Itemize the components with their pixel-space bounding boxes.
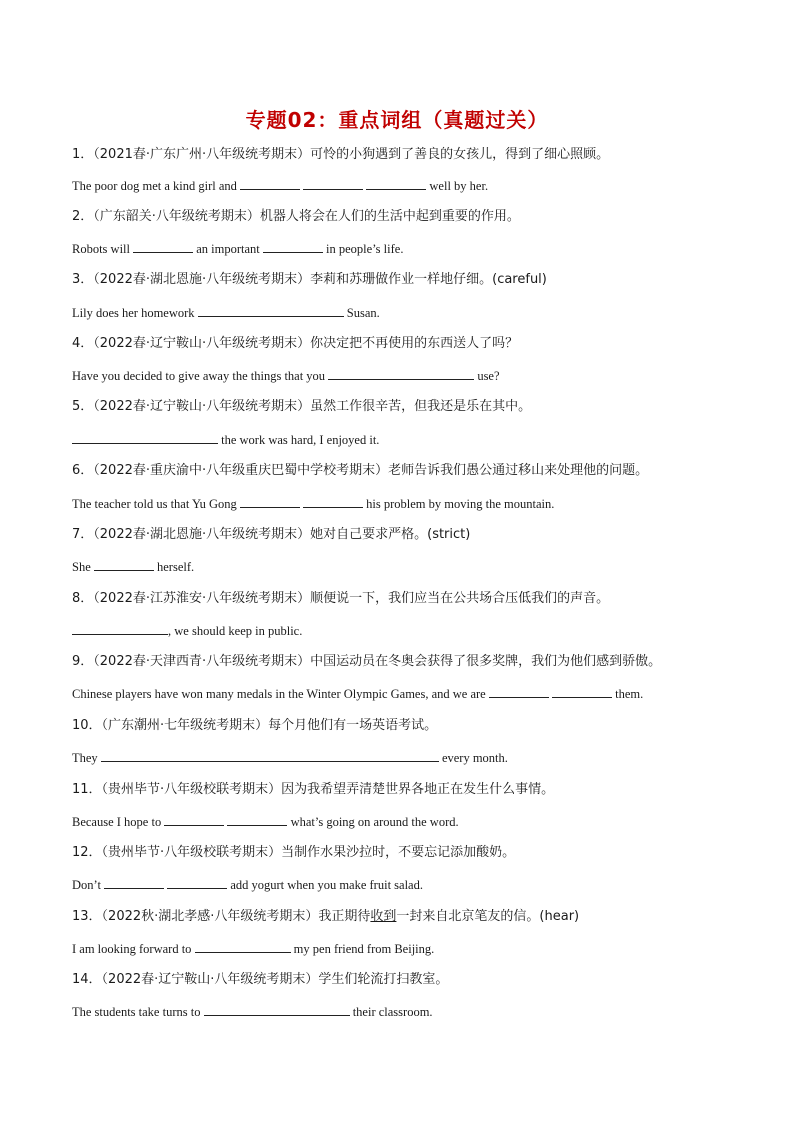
sentence-text: Robots will	[72, 242, 134, 256]
sentence-text: , we should keep in public.	[168, 624, 303, 638]
answer-blank[interactable]	[101, 749, 439, 762]
sentence-text: my pen friend from Beijing.	[290, 942, 435, 956]
question-3-prompt: 3．（2022春·湖北恩施·八年级统考期末）李莉和苏珊做作业一样地仔细。(careful)	[72, 272, 547, 287]
sentence-text: his problem by moving the mountain.	[363, 497, 555, 511]
answer-blank[interactable]	[263, 240, 323, 253]
sentence-text: She	[72, 560, 94, 574]
question-6-sentence	[72, 495, 732, 513]
answer-blank[interactable]	[195, 940, 291, 953]
question-8-prompt: 8．（2022春·江苏淮安·八年级统考期末）顺便说一下，我们应当在公共场合压低我们的声音。	[72, 591, 610, 606]
sentence-text: their classroom.	[349, 1005, 433, 1019]
question-14-sentence	[72, 1003, 732, 1021]
sentence-text: them.	[611, 687, 644, 701]
sentence-text: I am looking forward to	[72, 942, 195, 956]
answer-blank[interactable]	[240, 495, 300, 508]
question-11-sentence	[72, 813, 732, 831]
answer-blank[interactable]	[94, 558, 154, 571]
prompt-text: 13．（2022秋·湖北孝感·八年级统考期末）我正期待	[72, 909, 371, 924]
answer-blank[interactable]	[204, 1003, 350, 1016]
question-8-sentence	[72, 622, 732, 640]
answer-blank[interactable]	[328, 367, 474, 380]
sentence-text: Lily does her homework	[72, 306, 198, 320]
question-5-prompt: 5．（2022春·辽宁鞍山·八年级统考期末）虽然工作很辛苦，但我还是乐在其中。	[72, 399, 532, 414]
sentence-text: use?	[474, 369, 500, 383]
question-10-prompt: 10．（广东潮州·七年级统考期末）每个月他们有一场英语考试。	[72, 718, 438, 733]
question-12-sentence	[72, 876, 732, 894]
answer-blank[interactable]	[133, 240, 193, 253]
question-12-prompt: 12．（贵州毕节·八年级校联考期末）当制作水果沙拉时，不要忘记添加酸奶。	[72, 845, 516, 860]
sentence-text: Susan.	[343, 306, 380, 320]
sentence-text: an important	[193, 242, 263, 256]
answer-blank[interactable]	[489, 685, 549, 698]
sentence-text: the work was hard, I enjoyed it.	[218, 433, 380, 447]
page-title: 专题02：重点词组（真题过关）	[245, 108, 549, 132]
question-3-sentence	[72, 304, 732, 322]
answer-blank[interactable]	[72, 431, 218, 444]
question-6-prompt: 6．（2022春·重庆渝中·八年级重庆巴蜀中学校考期末）老师告诉我们愚公通过移山来处理他的问题。	[72, 463, 649, 478]
sentence-text: well by her.	[426, 179, 489, 193]
question-11-prompt: 11．（贵州毕节·八年级校联考期末）因为我希望弄清楚世界各地正在发生什么事情。	[72, 782, 555, 797]
answer-blank[interactable]	[167, 876, 227, 889]
question-7-sentence	[72, 558, 732, 576]
answer-blank[interactable]	[227, 813, 287, 826]
question-7-prompt: 7．（2022春·湖北恩施·八年级统考期末）她对自己要求严格。(strict)	[72, 527, 471, 542]
underlined-keyword: 收到	[370, 909, 397, 924]
sentence-text: The teacher told us that Yu Gong	[72, 497, 240, 511]
answer-blank[interactable]	[366, 177, 426, 190]
answer-blank[interactable]	[72, 622, 168, 635]
question-4-sentence	[72, 367, 732, 385]
question-9-prompt: 9．（2022春·天津西青·八年级统考期末）中国运动员在冬奥会获得了很多奖牌，我们为他们感到骄傲。	[72, 654, 662, 669]
question-1-prompt: 1．（2021春·广东广州·八年级统考期末）可怜的小狗遇到了善良的女孩儿，得到了细心照顾。	[72, 147, 610, 162]
answer-blank[interactable]	[303, 495, 363, 508]
sentence-text: herself.	[153, 560, 195, 574]
sentence-text: what’s going on around the word.	[287, 815, 459, 829]
prompt-text: 一封来自北京笔友的信。(hear)	[396, 909, 580, 924]
sentence-text: Have you decided to give away the things that you	[72, 369, 329, 383]
question-10-sentence	[72, 749, 732, 767]
question-9-sentence	[72, 685, 732, 703]
answer-blank[interactable]	[164, 813, 224, 826]
question-14-prompt: 14．（2022春·辽宁鞍山·八年级统考期末）学生们轮流打扫教室。	[72, 972, 449, 987]
question-2-prompt: 2．（广东韶关·八年级统考期末）机器人将会在人们的生活中起到重要的作用。	[72, 209, 520, 224]
question-5-sentence	[72, 431, 732, 449]
sentence-text: They	[72, 751, 101, 765]
question-13-prompt	[72, 908, 732, 926]
question-2-sentence	[72, 240, 732, 258]
sentence-text: The students take turns to	[72, 1005, 204, 1019]
sentence-text: every month.	[438, 751, 508, 765]
sentence-text: The poor dog met a kind girl and	[72, 179, 241, 193]
answer-blank[interactable]	[552, 685, 612, 698]
answer-blank[interactable]	[240, 177, 300, 190]
sentence-text: Chinese players have won many medals in the Winter Olympic Games, and we are	[72, 687, 489, 701]
answer-blank[interactable]	[198, 304, 344, 317]
sentence-text: in people’s life.	[322, 242, 404, 256]
sentence-text: Don’t	[72, 878, 105, 892]
question-13-sentence	[72, 940, 732, 958]
question-1-sentence	[72, 177, 732, 195]
sentence-text: add yogurt when you make fruit salad.	[227, 878, 423, 892]
question-4-prompt: 4．（2022春·辽宁鞍山·八年级统考期末）你决定把不再使用的东西送人了吗？	[72, 336, 519, 351]
answer-blank[interactable]	[104, 876, 164, 889]
sentence-text: Because I hope to	[72, 815, 165, 829]
answer-blank[interactable]	[303, 177, 363, 190]
